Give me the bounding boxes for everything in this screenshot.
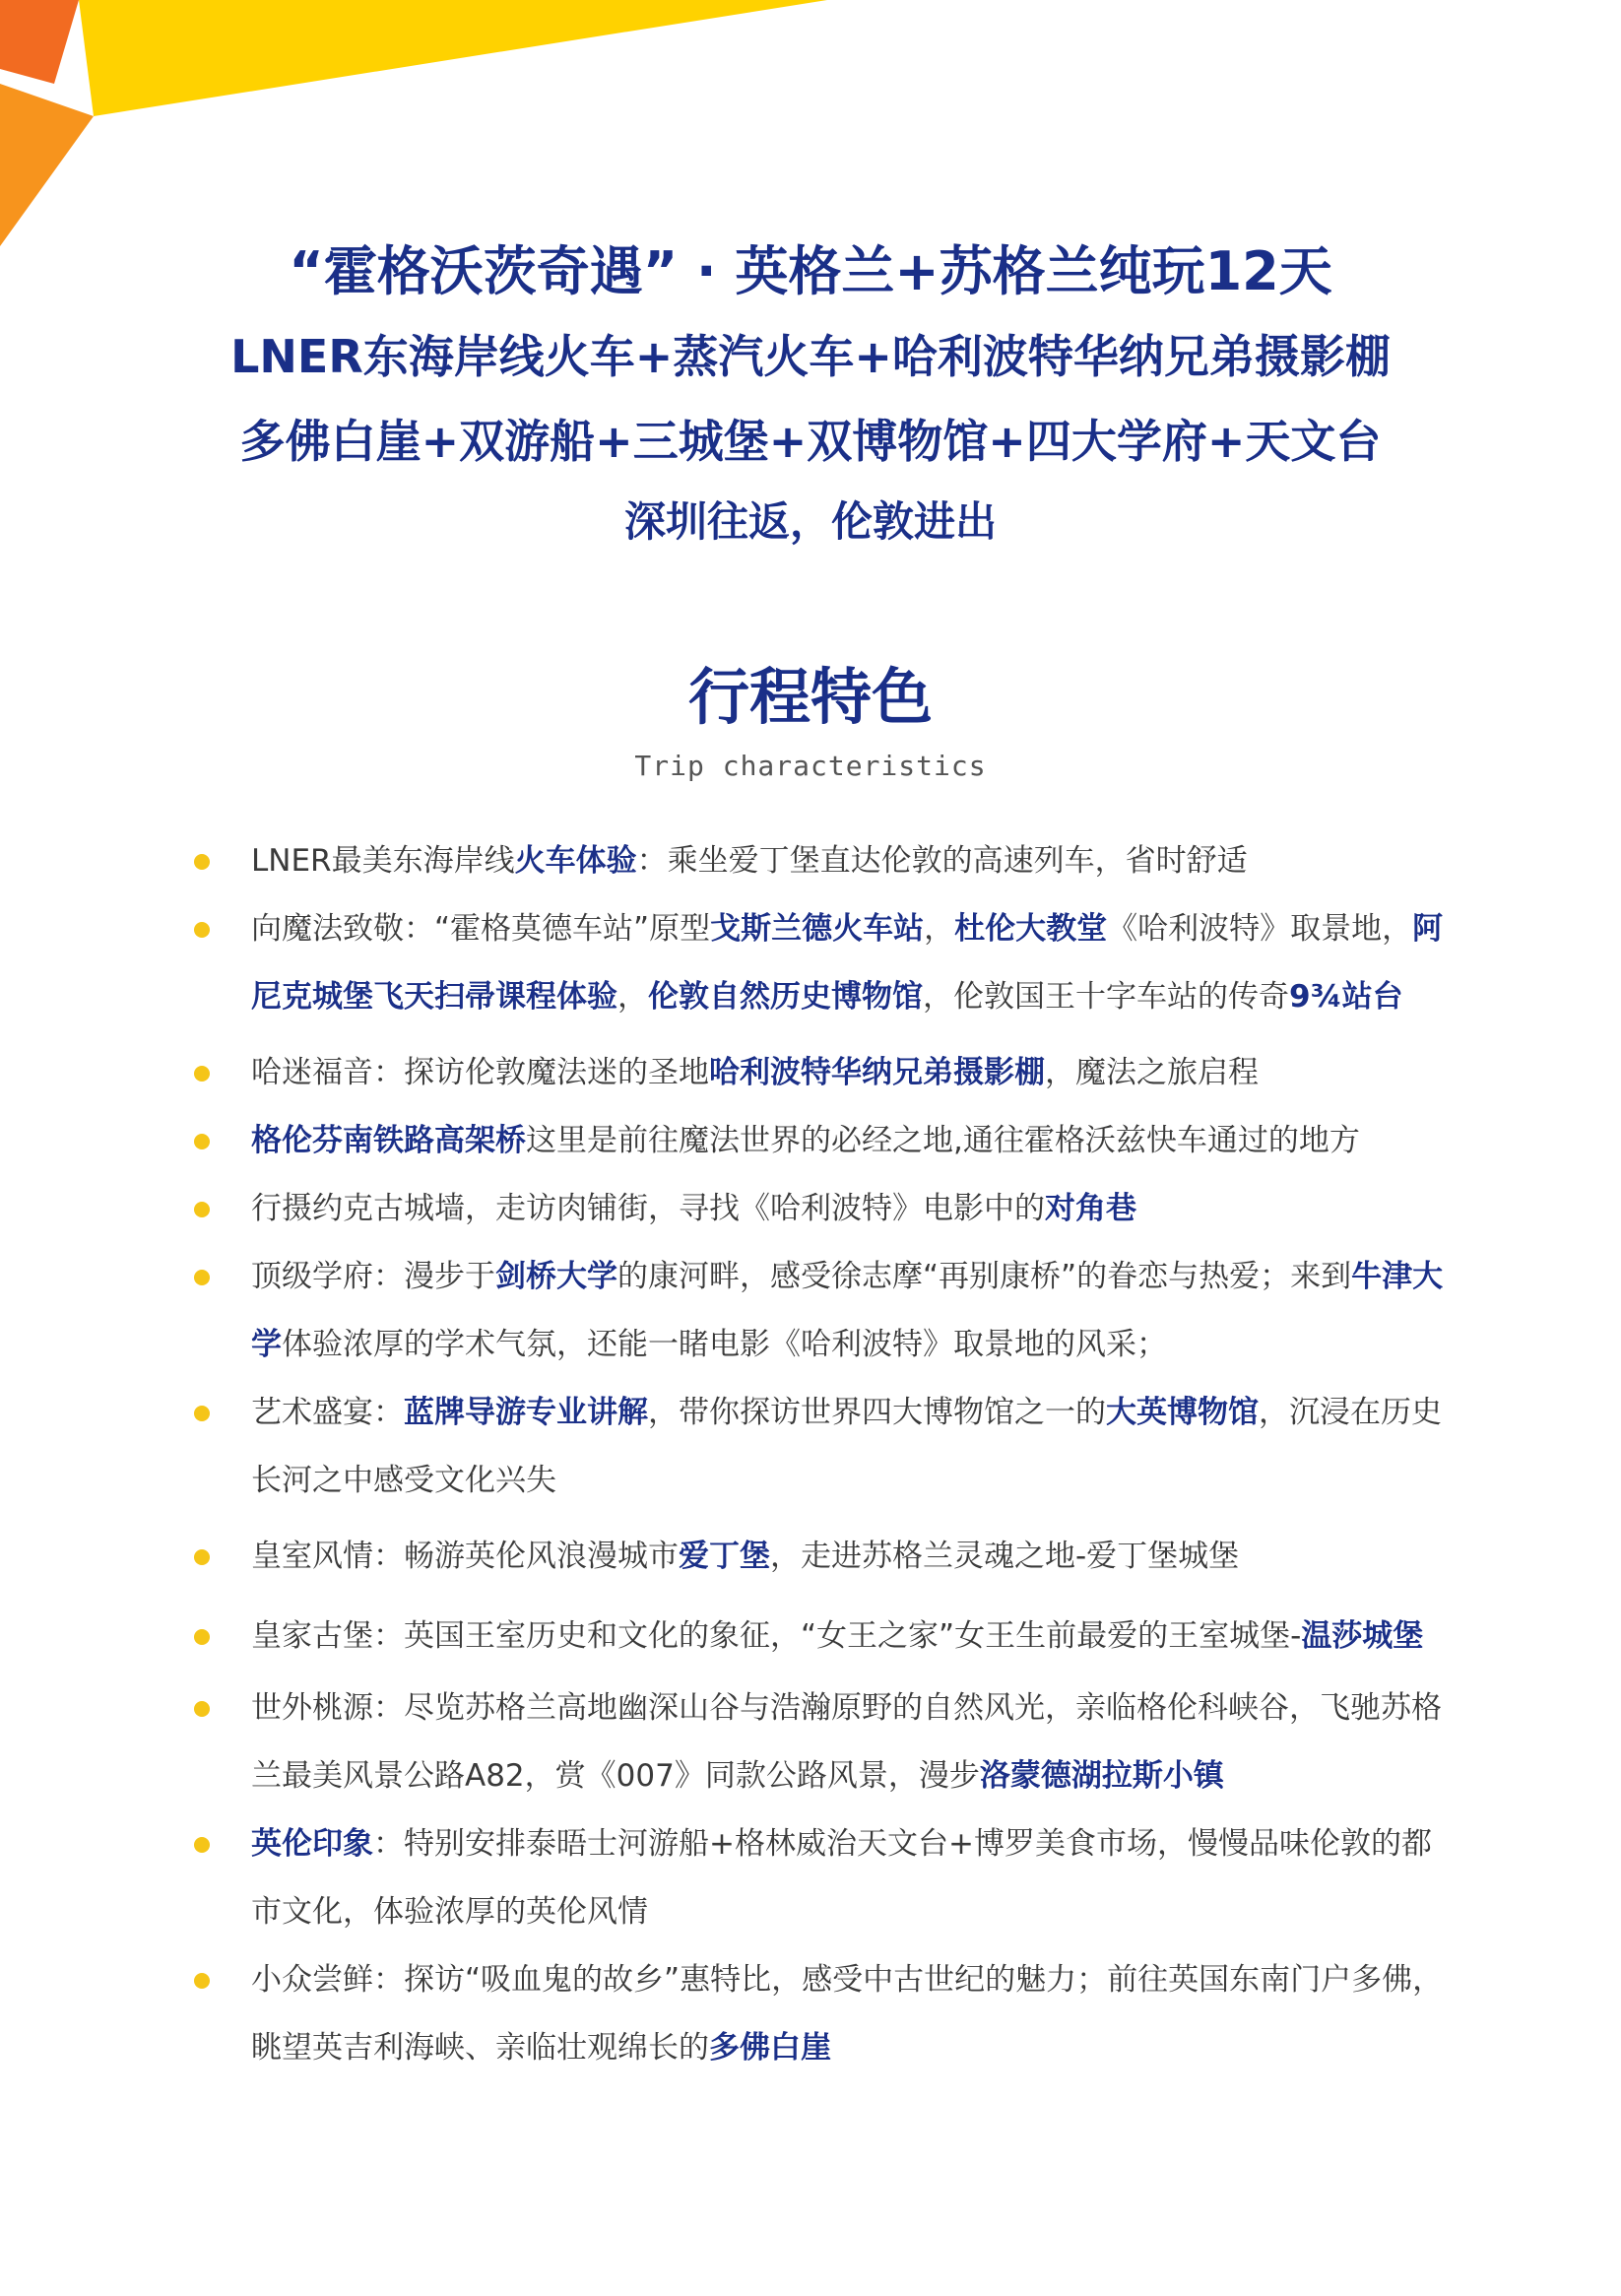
feature-item — [0, 1243, 1621, 1379]
feature-text: ，走进苏格兰灵魂之地-爱丁堡城堡 — [770, 1539, 1240, 1574]
bullet-dot-icon — [194, 1202, 210, 1217]
bullet-dot-icon — [194, 1270, 210, 1285]
feature-text: ：特别安排泰晤士河游船+格林威治天文台+博罗美食市场，慢慢品味伦敦的都市文化，体验浓厚的英伦风情 — [251, 1826, 1432, 1930]
feature-highlight: 英伦印象 — [251, 1826, 373, 1862]
trip-title: “霍格沃茨奇遇” · 英格兰+苏格兰纯玩12天 — [289, 240, 1332, 302]
bullet-dot-icon — [194, 922, 210, 938]
feature-highlight: 火车体验 — [514, 843, 637, 879]
feature-text: 体验浓厚的学术气氛，还能一睹电影《哈利波特》取景地的风采； — [282, 1327, 1167, 1362]
bullet-dot-icon — [194, 1406, 210, 1421]
feature-text: 行摄约克古城墙，走访肉铺街，寻找《哈利波特》电影中的 — [251, 1191, 1045, 1226]
feature-text: 向魔法致敬：“霍格莫德车站”原型 — [251, 911, 711, 947]
feature-item — [0, 1810, 1621, 1946]
itinerary-header — [0, 236, 1621, 554]
feature-text: ，带你探访世界四大博物馆之一的 — [648, 1395, 1106, 1430]
feature-item — [0, 1379, 1621, 1515]
trip-subtitle-sights: 多佛白崖+双游船+三城堡+双博物馆+四大学府+天文台 — [239, 415, 1382, 468]
bullet-dot-icon — [194, 1549, 210, 1565]
feature-text: 艺术盛宴： — [251, 1395, 404, 1430]
section-title: 行程特色 — [687, 661, 933, 733]
feature-item — [0, 1599, 1621, 1674]
feature-highlight: 蓝牌导游专业讲解 — [404, 1395, 648, 1430]
feature-text: ：乘坐爱丁堡直达伦敦的高速列车，省时舒适 — [636, 843, 1248, 879]
trip-route: 深圳往返，伦敦进出 — [623, 497, 997, 546]
section-subtitle: Trip characteristics — [634, 750, 987, 782]
feature-text: 皇室风情：畅游英伦风浪漫城市 — [251, 1539, 679, 1574]
feature-text: LNER最美东海岸线 — [251, 843, 515, 879]
bullet-dot-icon — [194, 1837, 210, 1853]
feature-highlight: 牛津大学 — [251, 1259, 1444, 1362]
feature-item — [0, 1107, 1621, 1175]
feature-text: 顶级学府：漫步于 — [251, 1259, 495, 1294]
deco-yellow-shape — [79, 0, 827, 116]
bullet-dot-icon — [194, 1629, 210, 1645]
feature-text: 皇家古堡：英国王室历史和文化的象征，“女王之家”女王生前最爱的王室城堡- — [251, 1618, 1302, 1654]
bullet-dot-icon — [194, 1134, 210, 1149]
feature-text: ， — [617, 979, 648, 1015]
feature-highlight: 大英博物馆 — [1106, 1395, 1259, 1430]
feature-item — [0, 1175, 1621, 1243]
feature-text: ，魔法之旅启程 — [1045, 1055, 1259, 1090]
feature-text: ， — [924, 911, 955, 947]
feature-text: 小众尝鲜：探访“吸血鬼的故乡”惠特比，感受中古世纪的魅力；前往英国东南门户多佛，眺望英吉利海峡、亲临壮观绵长的 — [251, 1962, 1444, 2066]
bullet-dot-icon — [194, 1066, 210, 1082]
feature-highlight: 9¾站台 — [1289, 979, 1403, 1015]
feature-highlight: 戈斯兰德火车站 — [710, 911, 925, 947]
deco-orange-shape-bottom — [0, 84, 94, 246]
feature-text: 世外桃源：尽览苏格兰高地幽深山谷与浩瀚原野的自然风光，亲临格伦科峡谷，飞驰苏格兰最美风景公路A82，赏《007》同款公路风景，漫步 — [251, 1690, 1442, 1794]
feature-text: 《哈利波特》取景地， — [1107, 911, 1413, 947]
feature-highlight: 洛蒙德湖拉斯小镇 — [979, 1758, 1224, 1794]
bullet-dot-icon — [194, 854, 210, 870]
feature-item — [0, 1039, 1621, 1107]
bullet-dot-icon — [194, 1701, 210, 1717]
feature-list — [0, 827, 1621, 2082]
feature-highlight: 伦敦自然历史博物馆 — [648, 979, 923, 1015]
feature-item — [0, 827, 1621, 895]
feature-highlight: 杜伦大教堂 — [954, 911, 1108, 947]
feature-item — [0, 1946, 1621, 2082]
feature-highlight: 多佛白崖 — [709, 2030, 831, 2066]
feature-highlight: 阿尼克城堡飞天扫帚课程体验 — [251, 911, 1444, 1015]
feature-text: 哈迷福音：探访伦敦魔法迷的圣地 — [251, 1055, 709, 1090]
deco-orange-shape-top — [0, 0, 79, 84]
feature-text: ，沉浸在历史长河之中感受文化兴失 — [251, 1395, 1442, 1498]
feature-highlight: 剑桥大学 — [495, 1259, 617, 1294]
trip-subtitle-train: LNER东海岸线火车+蒸汽火车+哈利波特华纳兄弟摄影棚 — [230, 330, 1391, 383]
feature-highlight: 爱丁堡 — [679, 1539, 770, 1574]
bullet-dot-icon — [194, 1973, 210, 1989]
feature-text: ，伦敦国王十字车站的传奇 — [923, 979, 1289, 1015]
feature-highlight: 温莎城堡 — [1301, 1618, 1424, 1654]
feature-highlight: 格伦芬南铁路高架桥 — [251, 1123, 526, 1158]
feature-highlight: 对角巷 — [1045, 1191, 1136, 1226]
feature-highlight: 哈利波特华纳兄弟摄影棚 — [709, 1055, 1045, 1090]
feature-text: 这里是前往魔法世界的必经之地,通往霍格沃兹快车通过的地方 — [526, 1123, 1360, 1158]
feature-item — [0, 895, 1621, 1031]
corner-decoration — [0, 0, 827, 256]
feature-text: 的康河畔，感受徐志摩“再别康桥”的眷恋与热爱；来到 — [617, 1259, 1352, 1294]
feature-item — [0, 1523, 1621, 1591]
feature-item — [0, 1674, 1621, 1810]
